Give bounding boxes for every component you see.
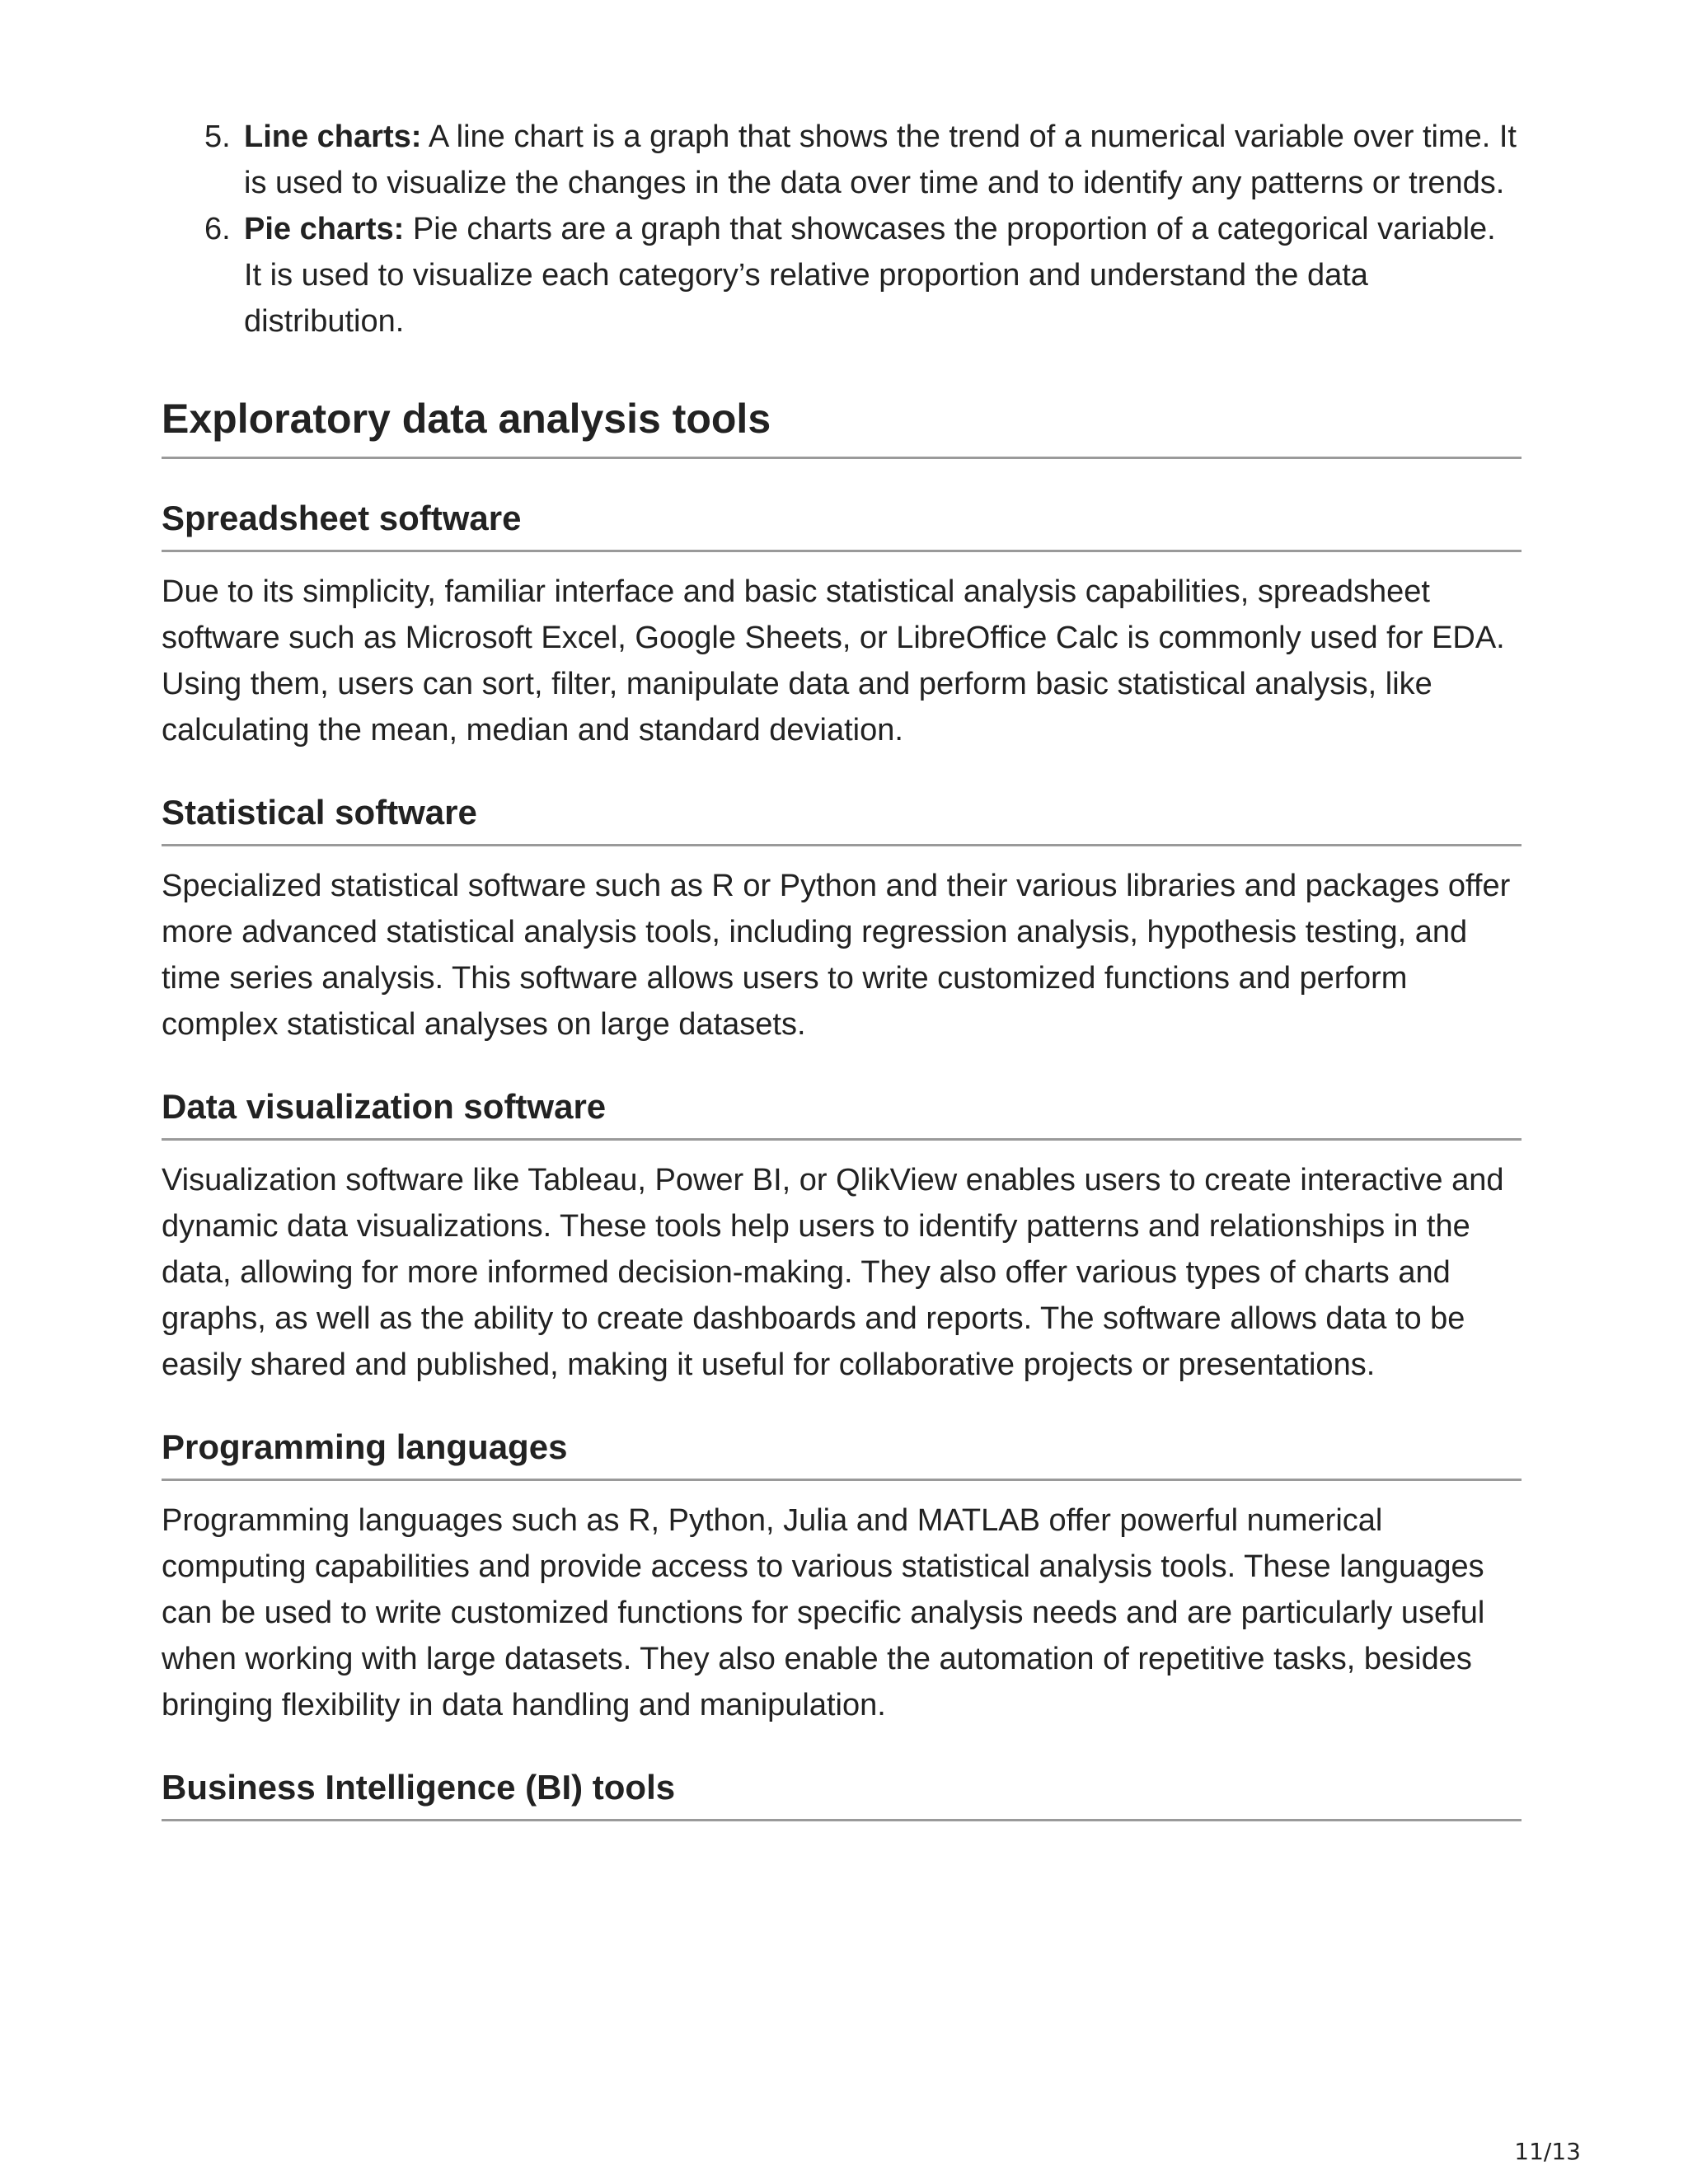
document-page (162, 114, 1522, 1821)
subsection-statistical-software (162, 790, 1522, 1047)
subsection-heading: Data visualization software (162, 1084, 1522, 1141)
subsection-bi-tools (162, 1765, 1522, 1821)
section-heading: Exploratory data analysis tools (162, 392, 1522, 459)
list-description: Pie charts are a graph that showcases the proportion of a categorical variable. It is used to visualize each category’s relative proportion and understand the data distribution. (244, 212, 1496, 339)
subsection-spreadsheet-software (162, 495, 1522, 753)
subsection-heading: Spreadsheet software (162, 495, 1522, 552)
subsection-paragraph: Visualization software like Tableau, Power BI, or QlikView enables users to create interactive and dynamic data visualizations. These tools help users to identify patterns and relationships in the data, allowing for more informed decision-making. They also offer various types of charts and graphs, as well as the ability to create dashboards and reports. The software allows data to be easily shared and published, making it useful for collaborative projects or presentations. (162, 1163, 1504, 1382)
chart-types-list (162, 114, 1522, 344)
subsection-paragraph: Due to its simplicity, familiar interface and basic statistical analysis capabilities, spreadsheet software such as Microsoft Excel, Google Sheets, or LibreOffice Calc is commonly used for EDA. Using them, users can sort, filter, manipulate data and perform basic statistical analysis, like calculating the mean, median and standard deviation. (162, 574, 1505, 748)
list-number: 6. (204, 212, 231, 246)
subsection-programming-languages (162, 1424, 1522, 1728)
list-description: A line chart is a graph that shows the trend of a numerical variable over time. It is used to visualize the changes in the data over time and to identify any patterns or trends. (244, 120, 1517, 200)
subsection-heading: Statistical software (162, 790, 1522, 846)
list-term: Line charts: (244, 120, 422, 154)
subsection-paragraph: Programming languages such as R, Python, Julia and MATLAB offer powerful numerical computing capabilities and provide access to various statistical analysis tools. These languages can be used to write customized functions for specific analysis needs and are particularly useful when working with large datasets. They also enable the automation of repetitive tasks, besides bringing flexibility in data handling and manipulation. (162, 1503, 1485, 1722)
list-item-pie-charts (162, 206, 1522, 344)
subsection-heading: Programming languages (162, 1424, 1522, 1481)
list-number: 5. (204, 120, 231, 154)
subsection-paragraph: Specialized statistical software such as R or Python and their various libraries and packages offer more advanced statistical analysis tools, including regression analysis, hypothesis testing, and time series analysis. This software allows users to write customized functions and perform complex statistical analyses on large datasets. (162, 869, 1511, 1042)
list-item-line-charts (162, 114, 1522, 206)
subsection-heading: Business Intelligence (BI) tools (162, 1765, 1522, 1821)
subsection-data-visualization-software (162, 1084, 1522, 1388)
page-number: 11/13 (1514, 2138, 1581, 2165)
list-term: Pie charts: (244, 212, 405, 246)
